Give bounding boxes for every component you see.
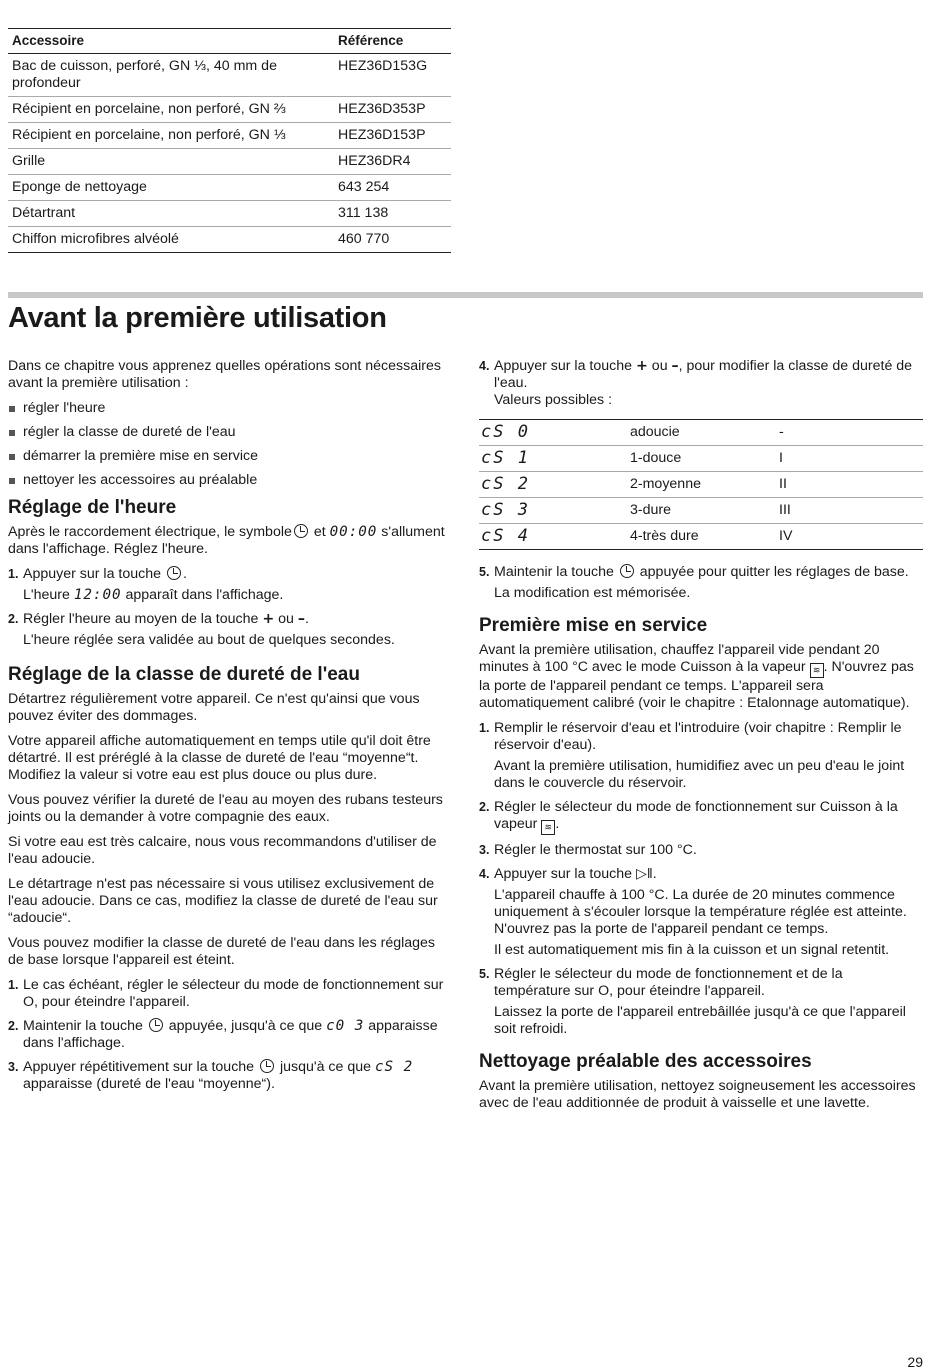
section-intro: Dans ce chapitre vous apprenez quelles opérations sont nécessaires avant la première utilisation : [8, 358, 441, 391]
step-sub: Avant la première utilisation, humidifiez avec un peu d'eau le joint dans le couvercle du réservoir. [494, 758, 905, 791]
display-0000: 00:00 [329, 524, 378, 540]
table-row [8, 226, 451, 252]
table-row [8, 122, 451, 148]
accessory-name: Récipient en porcelaine, non perforé, GN ⅓ [12, 127, 286, 143]
durete-step-4 [479, 358, 923, 409]
hardness-table [479, 419, 923, 550]
step-number: 3. [8, 1060, 19, 1074]
step-number: 1. [8, 978, 19, 992]
heading-heure: Réglage de l'heure [8, 497, 177, 518]
display-cs2: cS 2 [374, 1059, 414, 1075]
accessory-table-header [8, 29, 451, 54]
paragraph: Le détartrage n'est pas nécessaire si vous utilisez exclusivement de l'eau adoucie. Dans ce cas, modifiez la classe de dureté de l'eau sur “adoucie“. [8, 876, 438, 926]
paragraph: Si votre eau est très calcaire, nous vous recommandons d'utiliser de l'eau adoucie. [8, 834, 437, 867]
display-1200: 12:00 [73, 587, 122, 603]
table-row [8, 96, 451, 122]
minus-icon: – [297, 611, 305, 627]
list-item: démarrer la première mise en service [8, 448, 452, 465]
step-text: jusqu'à ce que [276, 1059, 375, 1075]
display-code: cS 4 [481, 526, 530, 546]
step-number: 1. [8, 567, 19, 581]
step-sub: Il est automatiquement mis fin à la cuisson et un signal retentit. [494, 942, 890, 958]
step-number: 2. [8, 1019, 19, 1033]
table-row [8, 54, 451, 96]
step-sub-text: L'heure [23, 587, 74, 603]
hardness-label: 1-douce [630, 450, 682, 466]
start-pause-icon: ▷‖ [635, 866, 653, 882]
left-column [8, 358, 452, 1100]
accessory-name: Détartrant [12, 205, 76, 221]
hardness-roman: III [779, 502, 791, 518]
step-text: , pour modifier la classe de dureté de l'eau. [494, 358, 913, 391]
step-text: . [555, 816, 560, 832]
paragraph: Vous pouvez vérifier la dureté de l'eau au moyen des rubans testeurs joints ou la demander à votre compagnie des eaux. [8, 792, 443, 825]
step-number: 4. [479, 359, 490, 373]
step-text: apparaisse dans l'affichage. [23, 1018, 438, 1051]
list-item: nettoyer les accessoires au préalable [8, 472, 452, 489]
heure-step-1 [8, 566, 452, 604]
step-text: ou [647, 358, 672, 374]
step-text: Appuyer sur la touche [23, 566, 165, 582]
nettoyage-text: Avant la première utilisation, nettoyez soigneusement les accessoires avec de l'eau additionnée de produit à vaisselle et une lavette. [479, 1078, 916, 1111]
minus-icon: – [671, 358, 679, 374]
durete-step-1 [8, 977, 452, 1011]
step-text: Régler le sélecteur du mode de fonctionnement sur Cuisson à la vapeur [494, 799, 898, 832]
step-number: 1. [479, 721, 490, 735]
page-number: 29 [907, 1354, 923, 1370]
hardness-label: 2-moyenne [630, 476, 701, 492]
step-sub: Valeurs possibles : [494, 392, 613, 408]
header-reference: Référence [338, 33, 404, 48]
accessory-ref: HEZ36DR4 [338, 153, 411, 169]
hardness-label: 4-très dure [630, 528, 699, 544]
accessory-table [8, 28, 451, 253]
plus-icon: + [635, 358, 648, 374]
off-symbol: O [598, 983, 610, 999]
step-text: Maintenir la touche [494, 564, 618, 580]
step-text: Appuyer sur la touche [494, 358, 636, 374]
table-row [479, 445, 923, 471]
list-item: régler la classe de dureté de l'eau [8, 424, 452, 441]
step-sub: La modification est mémorisée. [494, 585, 691, 601]
heading-nettoyage: Nettoyage préalable des accessoires [479, 1051, 812, 1072]
step-text: . [182, 566, 187, 582]
step-number: 2. [8, 612, 19, 626]
display-code: cS 2 [481, 474, 530, 494]
table-row [8, 174, 451, 200]
paragraph: Détartrez régulièrement votre appareil. Ce n'est qu'ainsi que vous pouvez éviter des dommages. [8, 691, 420, 724]
service-intro-text: Avant la première utilisation, chauffez l'appareil vide pendant 20 minutes à 100 °C avec le mode Cuisson à la vapeur [479, 642, 880, 675]
step-text: ou [274, 611, 298, 627]
heure-step-2 [8, 611, 452, 649]
accessory-name: Eponge de nettoyage [12, 179, 147, 195]
step-text: , pour éteindre l'appareil. [609, 983, 765, 999]
accessory-name: Récipient en porcelaine, non perforé, GN ⅔ [12, 101, 286, 117]
step-number: 5. [479, 967, 490, 981]
step-text: apparaisse (dureté de l'eau “moyenne“). [23, 1076, 275, 1092]
hardness-roman: IV [779, 528, 793, 544]
table-row [479, 420, 923, 445]
table-row [8, 200, 451, 226]
paragraph: Votre appareil affiche automatiquement en temps utile qu'il doit être détartré. Il est préréglé à la classe de dureté de l'eau “moyenne“t. Modifiez la valeur si votre eau est plus douce ou plus dure. [8, 733, 431, 783]
heure-intro [8, 524, 452, 558]
section-title: Avant la première utilisation [8, 302, 387, 334]
durete-step-2 [8, 1018, 452, 1052]
service-step-4 [479, 866, 923, 959]
step-number: 2. [479, 800, 490, 814]
display-code: cS 3 [481, 500, 530, 520]
accessory-ref: HEZ36D153P [338, 127, 426, 143]
step-number: 5. [479, 565, 490, 579]
step-number: 4. [479, 867, 490, 881]
table-row [479, 523, 923, 549]
step-sub [23, 587, 452, 604]
right-column [479, 358, 923, 1120]
heure-intro-text: Après le raccordement électrique, le symbole [8, 524, 292, 540]
accessory-ref: 643 254 [338, 179, 390, 195]
table-row [479, 497, 923, 523]
service-intro [479, 642, 923, 712]
service-step-2 [479, 799, 923, 835]
heure-intro-text: et [309, 524, 330, 540]
step-sub: L'appareil chauffe à 100 °C. La durée de 20 minutes commence uniquement à s'écouler lorsque la température réglée est atteinte. N'ouvrez pas la porte de l'appareil pendant ce temps. [494, 887, 907, 937]
step-text: appuyée pour quitter les réglages de base. [635, 564, 909, 580]
service-step-3 [479, 842, 923, 859]
durete-step-5 [479, 564, 923, 602]
paragraph: Vous pouvez modifier la classe de dureté de l'eau dans les réglages de base lorsque l'appareil est éteint. [8, 935, 436, 968]
step-text: . [304, 611, 309, 627]
clock-icon [294, 524, 308, 538]
hardness-roman: I [779, 450, 783, 466]
step-text: Appuyer sur la touche [494, 866, 636, 882]
hardness-label: adoucie [630, 424, 680, 440]
service-step-5 [479, 966, 923, 1038]
accessory-ref: 311 138 [338, 205, 389, 221]
steam-cooking-icon: ≋ [810, 663, 824, 678]
step-text: , pour éteindre l'appareil. [34, 994, 190, 1010]
off-symbol: O [23, 994, 35, 1010]
step-text: Régler l'heure au moyen de la touche [23, 611, 263, 627]
display-code: cS 1 [481, 448, 530, 468]
accessory-name: Chiffon microfibres alvéolé [12, 231, 179, 247]
heading-mise-en-service: Première mise en service [479, 615, 708, 636]
step-sub: Laissez la porte de l'appareil entrebâillée jusqu'à ce que l'appareil soit refroidi. [494, 1004, 906, 1037]
step-sub-text: apparaît dans l'affichage. [121, 587, 284, 603]
heure-intro-text: s'allument dans l'affichage. Réglez l'heure. [8, 524, 445, 557]
hardness-roman: - [779, 424, 784, 440]
step-text: . [652, 866, 657, 882]
clock-icon [149, 1018, 163, 1032]
clock-icon [260, 1059, 274, 1073]
step-text: Le cas échéant, régler le sélecteur du mode de fonctionnement sur [23, 977, 444, 993]
service-intro-text: . N'ouvrez pas la porte de l'appareil pendant ce temps. L'appareil sera automatiquement calibré (voir le chapitre : Etalonnage automatique). [479, 659, 914, 711]
header-accessoire: Accessoire [12, 33, 85, 48]
display-code: cS 0 [481, 422, 530, 442]
hardness-label: 3-dure [630, 502, 672, 518]
step-text: Appuyer répétitivement sur la touche [23, 1059, 259, 1075]
section-divider [8, 292, 923, 298]
step-text: appuyée, jusqu'à ce que [164, 1018, 327, 1034]
accessory-name: Grille [12, 153, 46, 169]
accessory-ref: HEZ36D153G [338, 58, 428, 74]
step-number: 3. [479, 843, 490, 857]
bullet-list [8, 400, 452, 489]
list-item: régler l'heure [8, 400, 452, 417]
clock-icon [167, 566, 181, 580]
table-row [479, 471, 923, 497]
durete-step-3 [8, 1059, 452, 1093]
step-text: Maintenir la touche [23, 1018, 147, 1034]
step-sub: L'heure réglée sera validée au bout de quelques secondes. [23, 632, 395, 648]
display-c03: c0 3 [326, 1018, 365, 1034]
table-row [8, 148, 451, 174]
service-step-1 [479, 720, 923, 792]
accessory-name: Bac de cuisson, perforé, GN ⅓, 40 mm de profondeur [12, 58, 277, 91]
step-text: Régler le thermostat sur 100 °C. [494, 842, 697, 858]
plus-icon: + [262, 611, 275, 627]
accessory-ref: HEZ36D353P [338, 101, 426, 117]
steam-cooking-icon: ≋ [541, 820, 555, 835]
clock-icon [620, 564, 634, 578]
heading-durete: Réglage de la classe de dureté de l'eau [8, 664, 360, 685]
accessory-ref: 460 770 [338, 231, 390, 247]
step-text: Remplir le réservoir d'eau et l'introduire (voir chapitre : Remplir le réservoir d'eau). [494, 720, 902, 753]
hardness-roman: II [779, 476, 787, 492]
step-text: Régler le sélecteur du mode de fonctionnement et de la température sur [494, 966, 843, 999]
